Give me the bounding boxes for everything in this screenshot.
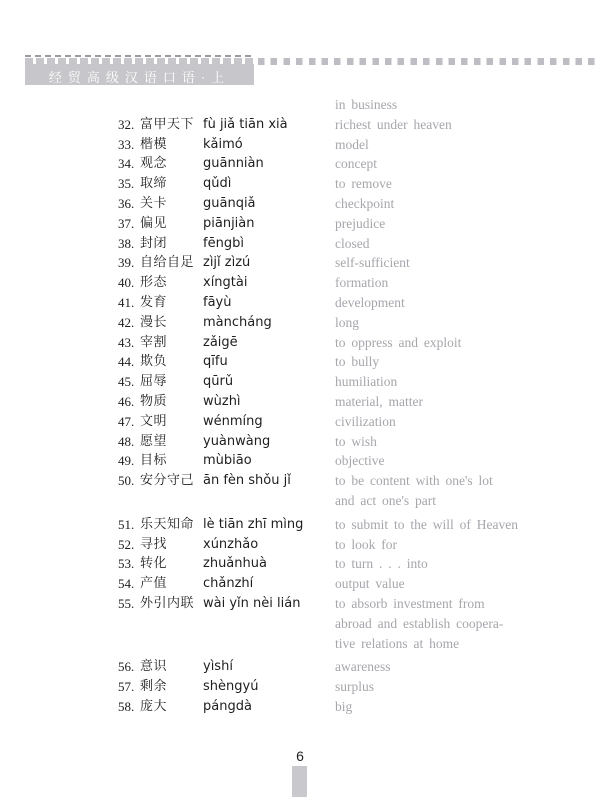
english-line: prejudice	[335, 215, 386, 231]
vocab-entry	[118, 273, 590, 293]
entry-hanzi: 漫长	[140, 314, 168, 330]
entry-pinyin: kǎimó	[203, 136, 243, 152]
vocab-entry	[118, 293, 590, 313]
entry-number: 44.	[118, 354, 135, 370]
entry-hanzi: 取缔	[140, 176, 168, 192]
entry-pinyin: qǔdì	[203, 176, 232, 192]
entry-pinyin: mùbiāo	[203, 453, 252, 469]
english-line: model	[335, 136, 369, 152]
entry-english	[335, 657, 590, 677]
footer-tab	[292, 766, 307, 797]
entry-number: 38.	[118, 235, 135, 251]
entry-pinyin: wénmíng	[203, 413, 263, 429]
entry-number: 58.	[118, 698, 135, 714]
entry-number: 43.	[118, 334, 135, 350]
vocab-entry	[118, 697, 590, 717]
vocab-entry	[118, 535, 590, 555]
entry-number: 50.	[118, 473, 135, 489]
english-line: humiliation	[335, 374, 398, 390]
english-line: self-sufficient	[335, 255, 410, 271]
entry-english	[335, 372, 590, 392]
english-line: to turn . . . into	[335, 556, 428, 572]
entry-hanzi: 文明	[140, 413, 168, 429]
header-dashed-line	[25, 55, 254, 57]
english-line: to oppress and exploit	[335, 334, 462, 350]
english-line: closed	[335, 235, 370, 251]
entry-number: 35.	[118, 176, 135, 192]
entry-pinyin: wài yǐn nèi lián	[203, 595, 301, 611]
entry-pinyin: guānniàn	[203, 156, 264, 172]
entry-number: 46.	[118, 393, 135, 409]
english-line: formation	[335, 275, 389, 291]
entry-pinyin: fāyù	[203, 294, 232, 310]
entry-pinyin: ān fèn shǒu jǐ	[203, 473, 291, 489]
series-title-bar	[25, 58, 254, 85]
entry-english	[335, 214, 590, 234]
entry-pinyin: shèngyú	[203, 679, 259, 695]
english-line: richest under heaven	[335, 116, 452, 132]
entry-english	[335, 154, 590, 174]
entry-english	[335, 253, 590, 273]
entry-hanzi: 宰割	[140, 334, 168, 350]
entry-english	[335, 677, 590, 697]
vocab-entry	[118, 194, 590, 214]
english-line: output value	[335, 576, 405, 592]
entry-hanzi: 外引内联	[140, 595, 195, 611]
vocab-entry	[118, 554, 590, 574]
entry-hanzi: 观念	[140, 156, 168, 172]
vocab-entry	[118, 135, 590, 155]
entry-hanzi: 封闭	[140, 235, 168, 251]
vocab-entry	[118, 154, 590, 174]
vocab-entry	[118, 471, 590, 511]
english-line: to absorb investment from	[335, 595, 485, 611]
header-squares-strip	[258, 58, 600, 65]
entry-pinyin: piānjiàn	[203, 215, 255, 231]
vocab-entry	[118, 253, 590, 273]
entry-pinyin: chǎnzhí	[203, 576, 254, 592]
vocab-entry	[118, 515, 590, 535]
entry-english	[335, 574, 590, 594]
entry-number: 41.	[118, 294, 135, 310]
english-line: to submit to the will of Heaven	[335, 516, 518, 532]
entry-english	[335, 135, 590, 155]
entry-hanzi: 目标	[140, 453, 168, 469]
english-line: abroad and establish coopera-	[335, 615, 504, 631]
entry-number: 40.	[118, 275, 135, 291]
entry-number: 49.	[118, 453, 135, 469]
vocab-entry	[118, 412, 590, 432]
entry-number: 34.	[118, 156, 135, 172]
english-line: to wish	[335, 433, 377, 449]
entry-english	[335, 352, 590, 372]
entry-number: 57.	[118, 679, 135, 695]
entry-english	[335, 273, 590, 293]
english-line: long	[335, 314, 360, 330]
entry-english	[335, 515, 590, 535]
entry-number: 42.	[118, 314, 135, 330]
entry-hanzi: 寻找	[140, 536, 168, 552]
entry-hanzi: 意识	[140, 659, 168, 675]
entry-pinyin: màncháng	[203, 314, 272, 330]
entry-number: 33.	[118, 136, 135, 152]
entry-number: 36.	[118, 195, 135, 211]
entry-pinyin: zìjǐ zìzú	[203, 255, 251, 271]
entry-hanzi: 形态	[140, 275, 168, 291]
series-title: 经贸高级汉语口语·上	[48, 70, 231, 85]
entry-hanzi: 富甲天下	[140, 116, 195, 132]
entry-english	[335, 194, 590, 214]
entry-hanzi: 欺负	[140, 354, 168, 370]
entry-english	[335, 234, 590, 254]
vocab-entry	[118, 574, 590, 594]
vocab-entry	[118, 392, 590, 412]
english-line: to remove	[335, 176, 392, 192]
vocab-list	[118, 95, 590, 717]
entry-english	[335, 554, 590, 574]
english-line: and act one's part	[335, 492, 437, 508]
entry-pinyin: fù jiǎ tiān xià	[203, 116, 288, 132]
english-line: in business	[335, 97, 398, 112]
entry-hanzi: 物质	[140, 393, 168, 409]
entry-hanzi: 转化	[140, 556, 168, 572]
entry-hanzi: 楷模	[140, 136, 168, 152]
english-line: civilization	[335, 413, 396, 429]
entry-pinyin: zǎigē	[203, 334, 238, 350]
entry-number: 32.	[118, 116, 135, 132]
english-line: objective	[335, 453, 385, 469]
entry-english	[335, 412, 590, 432]
entry-number: 54.	[118, 576, 135, 592]
entry-english	[335, 293, 590, 313]
entry-pinyin: yìshí	[203, 659, 233, 675]
english-line: development	[335, 294, 405, 310]
entry-number: 51.	[118, 516, 135, 532]
entry-pinyin: pángdà	[203, 698, 252, 714]
vocab-entry	[118, 214, 590, 234]
english-line: big	[335, 698, 353, 714]
entry-english	[335, 697, 590, 717]
entry-english	[335, 95, 590, 115]
entry-number: 56.	[118, 659, 135, 675]
entry-number: 55.	[118, 595, 135, 611]
entry-english	[335, 471, 590, 511]
english-line: to bully	[335, 354, 380, 370]
vocab-continuation-row	[118, 95, 590, 115]
entry-hanzi: 乐天知命	[140, 516, 195, 532]
vocab-entry	[118, 451, 590, 471]
entry-pinyin: qūrǔ	[203, 374, 234, 390]
english-line: to be content with one's lot	[335, 473, 493, 489]
entry-english	[335, 392, 590, 412]
entry-hanzi: 安分守己	[140, 473, 195, 489]
entry-english	[335, 432, 590, 452]
entry-hanzi: 愿望	[140, 433, 168, 449]
vocab-entry	[118, 372, 590, 392]
entry-english	[335, 535, 590, 555]
entry-hanzi: 屈辱	[140, 374, 168, 390]
english-line: material, matter	[335, 393, 423, 409]
entry-hanzi: 关卡	[140, 195, 168, 211]
entry-english	[335, 451, 590, 471]
entry-english	[335, 313, 590, 333]
entry-english	[335, 594, 590, 653]
entry-pinyin: xíngtài	[203, 275, 248, 291]
entry-number: 37.	[118, 215, 135, 231]
vocab-entry	[118, 352, 590, 372]
page-number: 6	[296, 748, 304, 764]
english-line: tive relations at home	[335, 635, 460, 651]
entry-pinyin: lè tiān zhī mìng	[203, 516, 304, 532]
entry-number: 52.	[118, 536, 135, 552]
vocab-entry	[118, 174, 590, 194]
vocab-entry	[118, 234, 590, 254]
entry-number: 48.	[118, 433, 135, 449]
vocab-entry	[118, 594, 590, 653]
entry-pinyin: yuànwàng	[203, 433, 271, 449]
entry-number: 45.	[118, 374, 135, 390]
english-line: checkpoint	[335, 195, 395, 211]
vocab-entry	[118, 677, 590, 697]
entry-hanzi: 产值	[140, 576, 168, 592]
english-line: concept	[335, 156, 377, 172]
entry-pinyin: wùzhì	[203, 393, 241, 409]
entry-english	[335, 115, 590, 135]
entry-english	[335, 333, 590, 353]
english-line: to look for	[335, 536, 397, 552]
vocab-entry	[118, 657, 590, 677]
entry-hanzi: 偏见	[140, 215, 168, 231]
entry-english	[335, 174, 590, 194]
entry-pinyin: guānqiǎ	[203, 195, 256, 211]
entry-pinyin: zhuǎnhuà	[203, 556, 267, 572]
english-line: surplus	[335, 679, 375, 695]
vocab-entry	[118, 115, 590, 135]
entry-pinyin: fēngbì	[203, 235, 244, 251]
entry-hanzi: 庞大	[140, 698, 168, 714]
entry-number: 39.	[118, 255, 135, 271]
english-line: awareness	[335, 659, 391, 675]
entry-number: 53.	[118, 556, 135, 572]
entry-hanzi: 发育	[140, 294, 168, 310]
entry-pinyin: qīfu	[203, 354, 228, 370]
entry-number: 47.	[118, 413, 135, 429]
entry-pinyin: xúnzhǎo	[203, 536, 259, 552]
vocab-entry	[118, 432, 590, 452]
vocab-entry	[118, 313, 590, 333]
entry-hanzi: 剩余	[140, 679, 168, 695]
entry-hanzi: 自给自足	[140, 255, 195, 271]
vocab-entry	[118, 333, 590, 353]
